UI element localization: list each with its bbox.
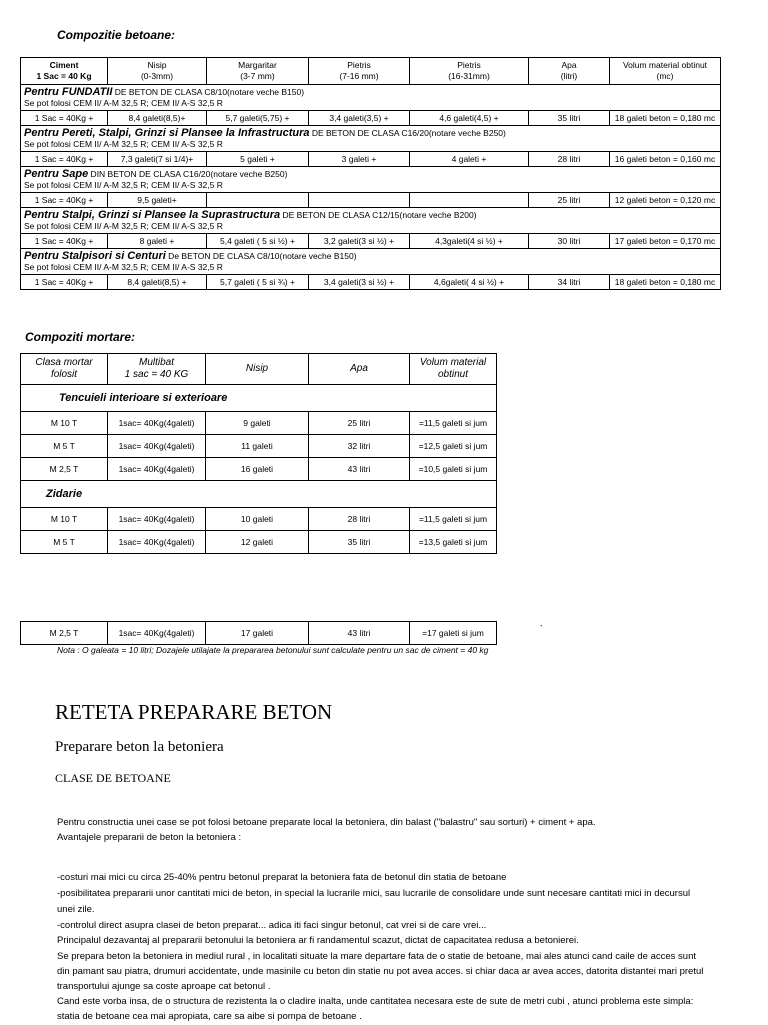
mortar-row (21, 412, 497, 435)
concrete-section-row (21, 126, 721, 152)
header-cell: Apa (litri) (529, 58, 610, 85)
mortar-row (21, 508, 497, 531)
table-cell: 18 galeti beton = 0,180 mc (610, 111, 721, 126)
table-cell: 5,4 galeti ( 5 si ½) + (207, 234, 309, 249)
paragraph: Se prepara beton la betoniera in mediul rural , in localitati situate la mare departare fata de o statie de betoane, mai ales atunci cand caile de acces sunt (57, 951, 696, 962)
table-cell: 28 litri (309, 508, 410, 531)
table-cell: 9 galeti (206, 412, 309, 435)
header-cell: Apa (309, 354, 410, 385)
table-cell: M 5 T (21, 435, 108, 458)
concrete-section-header (21, 85, 721, 111)
table-cell: 12 galeti (206, 531, 309, 554)
mortar-group-row (21, 385, 497, 412)
table-cell: 1sac= 40Kg(4galeti) (108, 622, 206, 645)
mortar-table (20, 353, 497, 554)
concrete-dosage-row (21, 152, 721, 167)
table-cell: 1 Sac = 40Kg + (21, 152, 108, 167)
table-cell: 8 galeti + (108, 234, 207, 249)
mortar-row (21, 435, 497, 458)
paragraph: -costuri mai mici cu circa 25-40% pentru betonul preparat la betoniera fata de betonul din statia de betoane (57, 872, 507, 883)
table-cell: 10 galeti (206, 508, 309, 531)
section-title: Pentru Stalpisori si Centuri (24, 250, 166, 262)
article-section-heading: CLASE DE BETOANE (55, 771, 171, 785)
table-cell: 3 galeti + (309, 152, 410, 167)
mortar-group-title: Zidarie (21, 481, 497, 508)
concrete-dosage-row (21, 193, 721, 208)
table-cell: M 10 T (21, 412, 108, 435)
concrete-section-header (21, 167, 721, 193)
section-title: Pentru Stalpi, Grinzi si Plansee la Suprastructura (24, 209, 281, 221)
table-cell: M 2,5 T (21, 458, 108, 481)
mortar-group-title: Tencuieli interioare si exterioare (21, 385, 497, 412)
table-cell: 4 galeti + (410, 152, 529, 167)
table-cell: 35 litri (309, 531, 410, 554)
table-cell: 1 Sac = 40Kg + (21, 111, 108, 126)
paragraph: Pentru constructia unei case se pot folosi betoane preparate local la betoniera, din balast ("balastru" sau sorturi) + ciment + apa. (57, 817, 596, 828)
header-cell: Multibat 1 sac = 40 KG (108, 354, 206, 385)
table-cell: 1 Sac = 40Kg + (21, 275, 108, 290)
table-cell: 12 galeti beton = 0,120 mc (610, 193, 721, 208)
table-cell: 1 Sac = 40Kg + (21, 193, 108, 208)
table-cell: 32 litri (309, 435, 410, 458)
table-cell: 9,5 galeti+ (108, 193, 207, 208)
table-cell: 7,3 galeti(7 si 1/4)+ (108, 152, 207, 167)
cement-note: Se pot folosi CEM II/ A-M 32,5 R; CEM II/ A-S 32,5 R (24, 98, 223, 108)
table-cell (410, 193, 529, 208)
table-cell: 11 galeti (206, 435, 309, 458)
concrete-section-title: Compozitie betoane: (57, 28, 176, 42)
concrete-dosage-row (21, 111, 721, 126)
table-cell: M 10 T (21, 508, 108, 531)
concrete-class: DE BETON DE CLASA C12/15(notare veche B200) (280, 210, 477, 220)
table-cell: 1sac= 40Kg(4galeti) (108, 508, 206, 531)
paragraph: Principalul dezavantaj al prepararii betonului la betoniera ar fi randamentul scazut, dictat de capacitatea redusa a betonierei. (57, 935, 579, 946)
section-title: Pentru Sape (24, 168, 89, 180)
header-cell: Volum material obtinut (mc) (610, 58, 721, 85)
table-cell: 5,7 galeti ( 5 si ¾) + (207, 275, 309, 290)
mortar-table-continued (20, 621, 497, 645)
concrete-section-header (21, 126, 721, 152)
mortar-section-title: Compoziti mortare: (25, 330, 136, 344)
table-cell: =13,5 galeti si jum (410, 531, 497, 554)
table-cell: 35 litri (529, 111, 610, 126)
table-cell: 8,4 galeti(8,5)+ (108, 111, 207, 126)
table-cell: 1sac= 40Kg(4galeti) (108, 435, 206, 458)
concrete-section-row (21, 85, 721, 111)
table-cell: 16 galeti (206, 458, 309, 481)
paragraph: din pamant sau piatra, drumuri accidentate, unde masinile cu beton din statie nu pot avea acces. si chiar daca ar avea acces, datorita distantei mari pretul (57, 966, 704, 977)
concrete-class: DE BETON DE CLASA C8/10(notare veche B150) (112, 87, 305, 97)
table-cell: 16 galeti beton = 0,160 mc (610, 152, 721, 167)
table-cell: 4,6galeti( 4 si ½) + (410, 275, 529, 290)
table-cell: 5 galeti + (207, 152, 309, 167)
header-cell: Nisip (206, 354, 309, 385)
cement-note: Se pot folosi CEM II/ A-M 32,5 R; CEM II/ A-S 32,5 R (24, 262, 223, 272)
table-cell: =11,5 galeti si jum (410, 412, 497, 435)
concrete-section-header (21, 208, 721, 234)
concrete-section-header (21, 249, 721, 275)
concrete-section-row (21, 249, 721, 275)
table-cell (309, 193, 410, 208)
bucket-note: Nota : O galeata = 10 litri; Dozajele utilajate la prepararea betonului sunt calculate pentru un sac de ciment = 40 kg (57, 645, 489, 655)
concrete-table-header (21, 58, 721, 85)
paragraph: -controlul direct asupra clasei de beton preparat... adica iti faci singur betonul, cat vrei si de care vrei... (57, 920, 487, 931)
table-cell: 5,7 galeti(5,75) + (207, 111, 309, 126)
table-cell: 17 galeti beton = 0,170 mc (610, 234, 721, 249)
table-cell: 28 litri (529, 152, 610, 167)
table-cell: 43 litri (309, 622, 410, 645)
table-cell: 43 litri (309, 458, 410, 481)
header-cell: Ciment 1 Sac = 40 Kg (21, 58, 108, 85)
section-title: Pentru FUNDATII (24, 86, 113, 98)
header-cell: Pietris (16-31mm) (410, 58, 529, 85)
paragraph: -posibilitatea prepararii unor cantitati mici de beton, in special la lucrarile mici, sau lucrarile de consolidare unde sunt necesare cantitati mici in decursul (57, 888, 691, 899)
paragraph: transportului ajunge sa coste aproape cat betonul . (57, 981, 271, 992)
header-cell: Pietris (7-16 mm) (309, 58, 410, 85)
table-cell: 17 galeti (206, 622, 309, 645)
article-subtitle: Preparare beton la betoniera (55, 739, 224, 755)
concrete-dosage-row (21, 234, 721, 249)
mortar-row (21, 531, 497, 554)
concrete-section-row (21, 167, 721, 193)
header-cell: Margaritar (3-7 mm) (207, 58, 309, 85)
table-cell: 34 litri (529, 275, 610, 290)
paragraph: unei zile. (57, 904, 95, 915)
table-cell: 18 galeti beton = 0,180 mc (610, 275, 721, 290)
table-cell: =17 galeti si jum (410, 622, 497, 645)
concrete-class: DIN BETON DE CLASA C16/20(notare veche B250) (88, 169, 288, 179)
table-cell: 3,4 galeti(3 si ½) + (309, 275, 410, 290)
paragraph: Cand este vorba insa, de o structura de rezistenta la o cladire inalta, unde cantitatea necesara este de sute de metri cubi , atunci problema este simpla: (57, 996, 694, 1007)
table-cell: 1sac= 40Kg(4galeti) (108, 531, 206, 554)
table-cell: =11,5 galeti si jum (410, 508, 497, 531)
table-cell: 3,4 galeti(3,5) + (309, 111, 410, 126)
concrete-class: De BETON DE CLASA C8/10(notare veche B150) (165, 251, 357, 261)
table-cell: =12,5 galeti si jum (410, 435, 497, 458)
table-cell: 1sac= 40Kg(4galeti) (108, 412, 206, 435)
table-cell (207, 193, 309, 208)
mortar-row (21, 458, 497, 481)
table-cell: 8,4 galeti(8,5) + (108, 275, 207, 290)
header-cell: Clasa mortar folosit (21, 354, 108, 385)
table-cell: 1sac= 40Kg(4galeti) (108, 458, 206, 481)
paragraph: Avantajele prepararii de beton la betoniera : (57, 832, 242, 843)
article-title: RETETA PREPARARE BETON (55, 700, 333, 724)
concrete-class: DE BETON DE CLASA C16/20(notare veche B250) (309, 128, 506, 138)
table-cell: 1 Sac = 40Kg + (21, 234, 108, 249)
header-cell: Nisip (0-3mm) (108, 58, 207, 85)
mortar-row (21, 622, 497, 645)
paragraph: statia de betoane cea mai apropiata, care sa aibe si pompa de betoane . (57, 1011, 362, 1022)
table-cell: M 5 T (21, 531, 108, 554)
section-title: Pentru Pereti, Stalpi, Grinzi si Plansee la Infrastructura (24, 127, 310, 139)
table-cell: 4,3galeti(4 si ½) + (410, 234, 529, 249)
header-cell: Volum material obtinut (410, 354, 497, 385)
table-cell: 25 litri (529, 193, 610, 208)
concrete-section-row (21, 208, 721, 234)
table-cell: 25 litri (309, 412, 410, 435)
concrete-dosage-row (21, 275, 721, 290)
stray-mark: ` (540, 624, 543, 634)
mortar-table-header (21, 354, 497, 385)
cement-note: Se pot folosi CEM II/ A-M 32,5 R; CEM II/ A-S 32,5 R (24, 221, 223, 231)
table-cell: =10,5 galeti si jum (410, 458, 497, 481)
table-cell: 30 litri (529, 234, 610, 249)
concrete-table (20, 57, 721, 290)
table-cell: 3,2 galeti(3 si ½) + (309, 234, 410, 249)
cement-note: Se pot folosi CEM II/ A-M 32,5 R; CEM II/ A-S 32,5 R (24, 139, 223, 149)
table-cell: M 2,5 T (21, 622, 108, 645)
table-cell: 4,6 galeti(4,5) + (410, 111, 529, 126)
cement-note: Se pot folosi CEM II/ A-M 32,5 R; CEM II/ A-S 32,5 R (24, 180, 223, 190)
mortar-group-row (21, 481, 497, 508)
